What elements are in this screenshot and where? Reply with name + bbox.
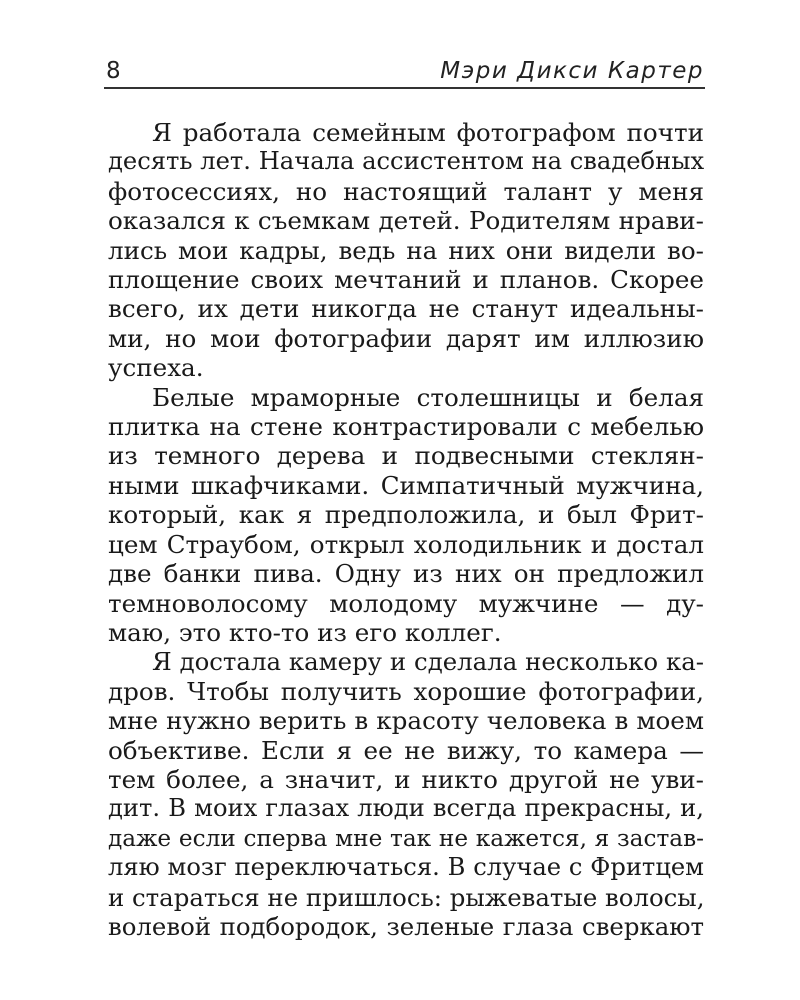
text-line: цем Страубом, открыл холодильник и достал xyxy=(108,529,704,559)
text-line: две банки пива. Одну из них он предложил xyxy=(108,559,704,589)
text-line: из темного дерева и подвесными стеклян- xyxy=(108,441,704,471)
text-line: и стараться не пришлось: рыжеватые волосы, xyxy=(108,882,705,912)
text-line: мне нужно верить в красоту человека в моем xyxy=(108,706,704,736)
body-text xyxy=(108,118,704,941)
text-line: дит. В моих глазах люди всегда прекрасны, и, xyxy=(108,794,704,823)
text-line: ными шкафчиками. Симпатичный мужчина, xyxy=(108,470,704,500)
text-line: Я работала семейным фотографом почти xyxy=(152,118,704,147)
paragraph-1 xyxy=(108,118,704,383)
text-line: оказался к съемкам детей. Родителям нрави- xyxy=(108,206,704,236)
text-line: всего, их дети никогда не станут идеальны- xyxy=(108,294,704,324)
text-line: фотосессиях, но настоящий талант у меня xyxy=(108,176,704,206)
paragraph-2 xyxy=(108,383,704,648)
text-line: ляю мозг переключаться. В случае с Фритцем xyxy=(108,853,704,882)
text-line: лись мои кадры, ведь на них они видели во- xyxy=(108,235,704,265)
text-line: который, как я предположила, и был Фрит- xyxy=(108,500,704,530)
text-line: площение своих мечтаний и планов. Скорее xyxy=(108,265,704,295)
text-line: Белые мраморные столешницы и белая xyxy=(152,382,704,412)
text-line: Я достала камеру и сделала несколько ка- xyxy=(152,647,704,677)
page-number: 8 xyxy=(106,58,121,84)
paragraph-3 xyxy=(108,647,704,941)
text-line: тем более, а значит, и никто другой не уви- xyxy=(108,764,704,794)
text-line: волевой подбородок, зеленые глаза сверкают xyxy=(108,911,704,941)
text-line: плитка на стене контрастировали с мебелью xyxy=(108,412,704,442)
text-line: десять лет. Начала ассистентом на свадебных xyxy=(108,147,705,176)
text-line: успеха. xyxy=(108,353,204,383)
text-line: даже если сперва мне так не кажется, я застав- xyxy=(108,824,704,852)
running-title: Мэри Дикси Картер xyxy=(440,58,704,84)
text-line: темноволосому молодому мужчине — ду- xyxy=(108,588,704,618)
page-header xyxy=(104,56,704,90)
text-line: объективе. Если я ее не вижу, то камера — xyxy=(108,735,704,765)
text-line: дров. Чтобы получить хорошие фотографии, xyxy=(108,676,704,706)
text-line: ми, но мои фотографии дарят им иллюзию xyxy=(108,323,704,353)
header-rule xyxy=(104,87,705,89)
text-line: маю, это кто-то из его коллег. xyxy=(108,617,502,647)
